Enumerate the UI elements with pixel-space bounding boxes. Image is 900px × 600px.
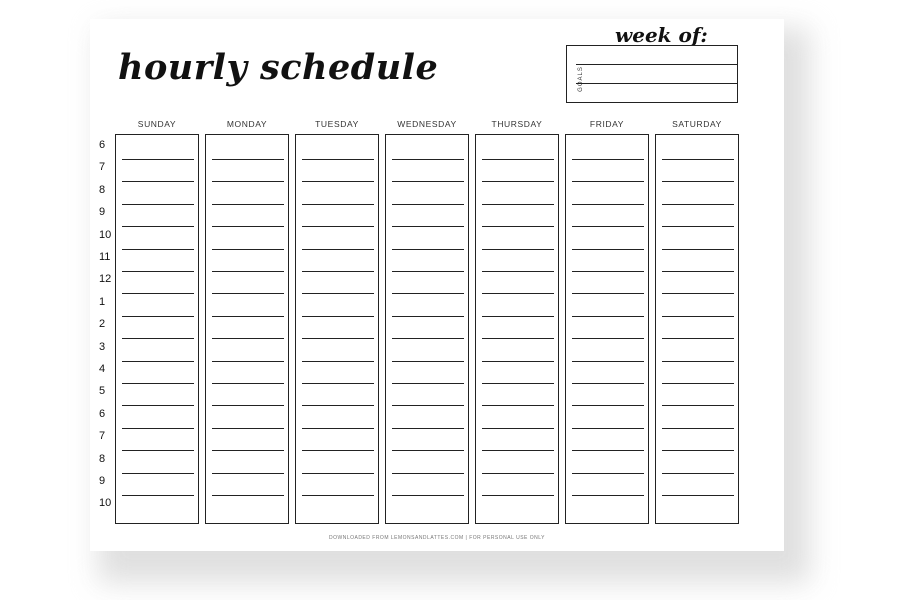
hour-label: 8 (99, 183, 106, 196)
hour-label: 6 (99, 407, 106, 420)
hour-slot-line[interactable] (572, 428, 644, 429)
hour-slot-line[interactable] (482, 249, 554, 250)
hour-label: 9 (99, 475, 106, 487)
hour-slot-line[interactable] (212, 361, 284, 362)
hour-slot-line[interactable] (572, 473, 644, 474)
hour-label: 5 (99, 385, 106, 398)
hour-slot-line[interactable] (392, 293, 464, 294)
hour-slot-line[interactable] (302, 181, 374, 182)
day-header-monday: MONDAY (226, 119, 268, 129)
hour-slot-line[interactable] (572, 181, 644, 182)
hour-slot-line[interactable] (122, 361, 194, 362)
hour-slot-line[interactable] (212, 316, 284, 317)
hour-slot-line[interactable] (392, 249, 464, 250)
hour-slot-line[interactable] (392, 495, 464, 496)
hour-slot-line[interactable] (212, 293, 284, 294)
hour-slot-line[interactable] (662, 159, 734, 160)
hour-slot-line[interactable] (122, 181, 194, 182)
day-header-wednesday: WEDNESDAY (397, 119, 457, 129)
hour-slot-line[interactable] (302, 159, 374, 160)
hour-slot-line[interactable] (392, 361, 464, 362)
hour-slot-line[interactable] (212, 271, 284, 272)
footer-credit: DOWNLOADED FROM LEMONSANDLATTES.COM | FOR PERSONAL USE ONLY (328, 535, 545, 541)
hour-slot-line[interactable] (302, 293, 374, 294)
hour-slot-line[interactable] (662, 249, 734, 250)
hour-slot-line[interactable] (212, 450, 284, 451)
hour-slot-line[interactable] (122, 450, 194, 451)
hour-slot-line[interactable] (122, 159, 194, 160)
hour-label: 8 (99, 452, 106, 465)
day-column-sunday (115, 134, 199, 524)
hour-slot-line[interactable] (122, 293, 194, 294)
hour-slot-line[interactable] (122, 249, 194, 250)
hour-slot-line[interactable] (212, 249, 284, 250)
hour-label: 7 (99, 430, 106, 443)
hour-slot-line[interactable] (212, 338, 284, 339)
hour-slot-line[interactable] (122, 316, 194, 317)
hour-slot-line[interactable] (122, 271, 194, 272)
hour-slot-line[interactable] (392, 204, 464, 205)
day-header-sunday: SUNDAY (137, 119, 177, 129)
hour-slot-line[interactable] (122, 204, 194, 205)
hour-slot-line[interactable] (302, 473, 374, 474)
hour-slot-line[interactable] (572, 226, 644, 227)
day-header-thursday: THURSDAY (491, 119, 543, 129)
hour-label: 10 (99, 228, 112, 241)
hour-slot-line[interactable] (482, 383, 554, 384)
hour-slot-line[interactable] (212, 405, 284, 406)
hour-slot-line[interactable] (212, 428, 284, 429)
hour-slot-line[interactable] (302, 383, 374, 384)
hour-slot-line[interactable] (122, 405, 194, 406)
hour-label: 3 (99, 340, 106, 353)
hour-slot-line[interactable] (572, 495, 644, 496)
hour-slot-line[interactable] (212, 181, 284, 182)
hour-slot-line[interactable] (662, 226, 734, 227)
hour-slot-line[interactable] (392, 316, 464, 317)
hour-slot-line[interactable] (302, 428, 374, 429)
hour-slot-line[interactable] (392, 428, 464, 429)
hour-slot-line[interactable] (572, 316, 644, 317)
hour-slot-line[interactable] (482, 405, 554, 406)
hour-slot-line[interactable] (482, 226, 554, 227)
hour-slot-line[interactable] (392, 383, 464, 384)
hour-slot-line[interactable] (392, 473, 464, 474)
hour-slot-line[interactable] (392, 338, 464, 339)
hour-slot-line[interactable] (302, 226, 374, 227)
hour-slot-line[interactable] (572, 405, 644, 406)
hour-slot-line[interactable] (572, 383, 644, 384)
goals-box (566, 45, 738, 103)
hour-slot-line[interactable] (662, 405, 734, 406)
hour-label: 1 (99, 295, 106, 308)
hour-slot-line[interactable] (482, 316, 554, 317)
hour-slot-line[interactable] (392, 159, 464, 160)
hour-slot-line[interactable] (662, 204, 734, 205)
hour-slot-line[interactable] (482, 293, 554, 294)
hour-slot-line[interactable] (122, 473, 194, 474)
hour-slot-line[interactable] (302, 495, 374, 496)
hour-slot-line[interactable] (662, 383, 734, 384)
hour-slot-line[interactable] (572, 204, 644, 205)
hour-slot-line[interactable] (122, 338, 194, 339)
hour-slot-line[interactable] (572, 271, 644, 272)
hour-slot-line[interactable] (572, 159, 644, 160)
day-column-friday (565, 134, 649, 524)
hour-slot-line[interactable] (212, 204, 284, 205)
hour-slot-line[interactable] (662, 450, 734, 451)
hour-label: 12 (99, 273, 112, 286)
page-title: hourly schedule (118, 47, 439, 88)
hour-slot-line[interactable] (392, 271, 464, 272)
goals-label: GOALS (578, 66, 584, 92)
hour-slot-line[interactable] (482, 181, 554, 182)
hour-slot-line[interactable] (122, 226, 194, 227)
hour-slot-line[interactable] (482, 204, 554, 205)
hour-slot-line[interactable] (392, 405, 464, 406)
hour-slot-line[interactable] (212, 473, 284, 474)
day-header-friday: FRIDAY (589, 119, 625, 129)
hour-slot-line[interactable] (662, 428, 734, 429)
hour-slot-line[interactable] (482, 361, 554, 362)
hour-slot-line[interactable] (212, 226, 284, 227)
hour-slot-line[interactable] (662, 338, 734, 339)
hour-slot-line[interactable] (482, 271, 554, 272)
hour-slot-line[interactable] (302, 271, 374, 272)
hour-label: 4 (99, 363, 106, 375)
hour-slot-line[interactable] (302, 361, 374, 362)
hour-slot-line[interactable] (302, 249, 374, 250)
hour-slot-line[interactable] (122, 383, 194, 384)
hour-slot-line[interactable] (662, 473, 734, 474)
hour-label: 2 (99, 318, 106, 331)
day-header-saturday: SATURDAY (672, 119, 722, 129)
hour-slot-line[interactable] (572, 249, 644, 250)
hour-slot-line[interactable] (482, 159, 554, 160)
hour-slot-line[interactable] (482, 428, 554, 429)
hour-slot-line[interactable] (302, 405, 374, 406)
day-column-monday (205, 134, 289, 524)
hour-slot-line[interactable] (302, 338, 374, 339)
goals-line[interactable] (576, 83, 737, 84)
day-header-tuesday: TUESDAY (315, 119, 359, 129)
day-column-thursday (475, 134, 559, 524)
day-column-saturday (655, 134, 739, 524)
hour-slot-line[interactable] (662, 316, 734, 317)
hour-slot-line[interactable] (662, 271, 734, 272)
hour-slot-line[interactable] (482, 473, 554, 474)
hour-label: 7 (99, 161, 106, 174)
planner-page (90, 19, 784, 551)
hour-slot-line[interactable] (122, 495, 194, 496)
hour-slot-line[interactable] (302, 450, 374, 451)
hour-label: 9 (99, 206, 106, 219)
hour-slot-line[interactable] (212, 495, 284, 496)
goals-line[interactable] (576, 64, 737, 65)
hour-slot-line[interactable] (662, 293, 734, 294)
week-of-label: week of: (615, 23, 708, 47)
hour-slot-line[interactable] (482, 450, 554, 451)
hour-slot-line[interactable] (662, 361, 734, 362)
hour-slot-line[interactable] (212, 383, 284, 384)
hour-slot-line[interactable] (482, 495, 554, 496)
hour-slot-line[interactable] (212, 159, 284, 160)
hour-slot-line[interactable] (572, 361, 644, 362)
hour-slot-line[interactable] (392, 226, 464, 227)
hour-slot-line[interactable] (572, 338, 644, 339)
hour-label: 6 (99, 139, 106, 151)
hour-slot-line[interactable] (482, 338, 554, 339)
day-column-wednesday (385, 134, 469, 524)
hour-slot-line[interactable] (122, 428, 194, 429)
hour-slot-line[interactable] (662, 181, 734, 182)
day-column-tuesday (295, 134, 379, 524)
hour-slot-line[interactable] (302, 316, 374, 317)
hour-slot-line[interactable] (572, 293, 644, 294)
hour-slot-line[interactable] (662, 495, 734, 496)
hour-slot-line[interactable] (572, 450, 644, 451)
hour-label: 10 (99, 497, 112, 510)
hour-slot-line[interactable] (302, 204, 374, 205)
hour-label: 11 (99, 251, 111, 263)
hour-slot-line[interactable] (392, 181, 464, 182)
hour-slot-line[interactable] (392, 450, 464, 451)
